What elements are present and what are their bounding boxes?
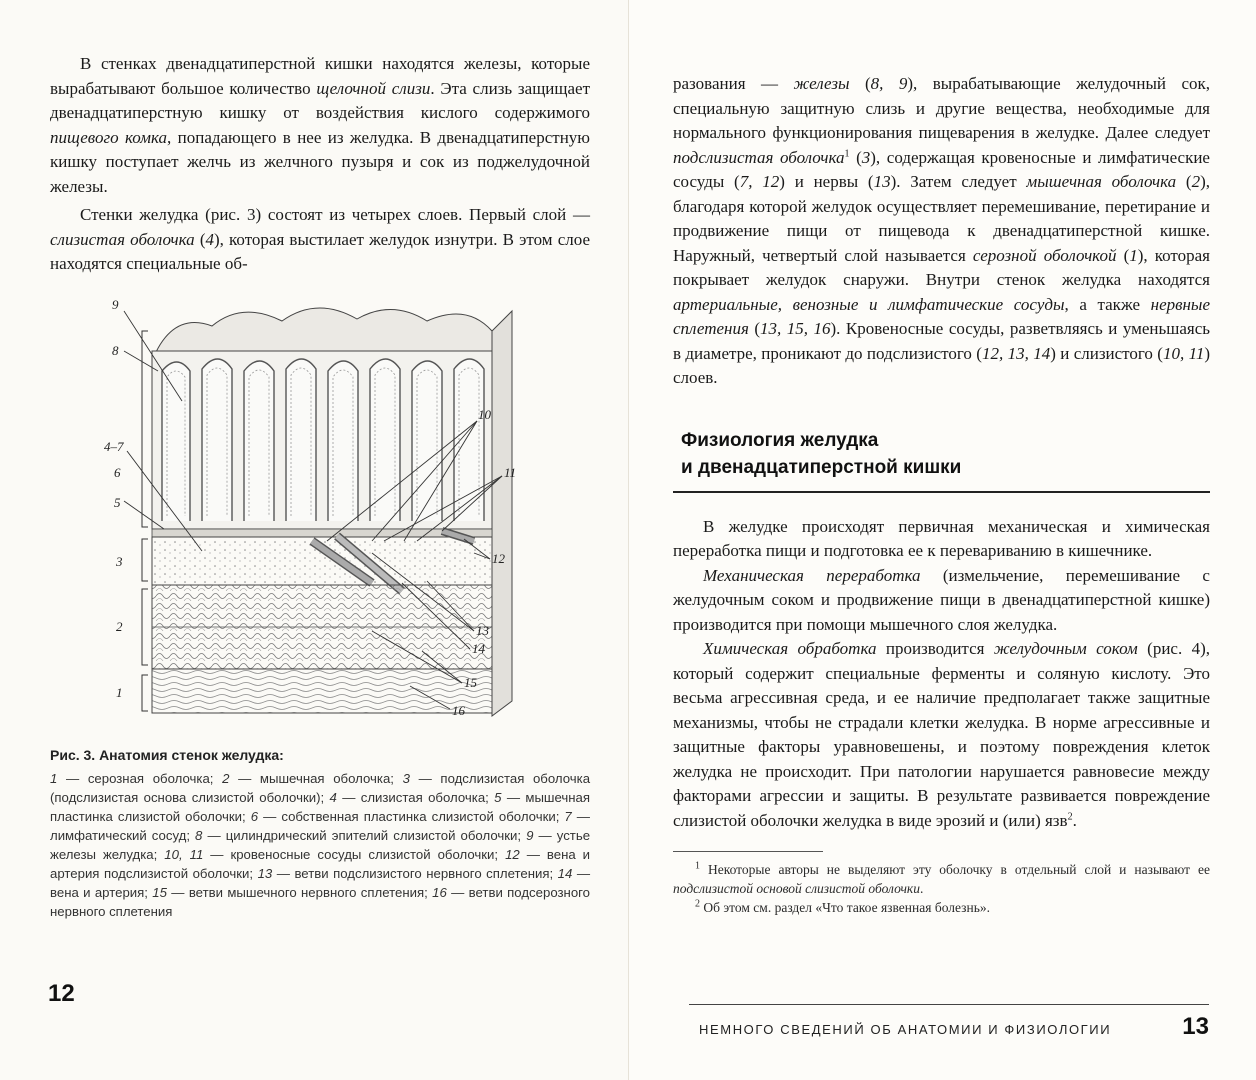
caption-item: 15 — ветви мышечного нервного сплетения	[152, 884, 425, 900]
caption-item-number: 8	[195, 827, 203, 843]
caption-item: 7 — лимфатический сосуд	[50, 808, 590, 843]
caption-item: 8 — цилиндрический эпителий слизистой оболочки	[195, 827, 518, 843]
caption-item: 16 — ветви подсерозного нервного сплетения	[50, 884, 591, 919]
caption-item-text: кровеносные сосуды слизистой оболочки	[230, 846, 495, 862]
right-page	[628, 0, 1256, 1080]
footnote-2: $^2$ Об этом см. раздел «Что такое язвенная болезнь».	[695, 898, 990, 915]
fig-label-9: 9	[112, 296, 119, 312]
fig-label-13: 13	[476, 622, 489, 638]
heading-line-1: Физиология желудка	[681, 429, 879, 451]
caption-item-text: серозная оболочка	[87, 770, 210, 786]
right-paragraph-1: разования — железы (8, 9), вырабатывающие желудочный сок, специальную защитную слизь и другие вещества, необходимые для нормального функционирования пищеварения в желудке. Далее следует подслизистая оболочка$^1$ (3), содержащая кровеносные и лимфатические сосуды (7, 12) и нервы (13). Затем следует мышечная оболочка (2), благодаря которой желудок осуществляет перемешивание, перетирание и продвижение пищи от пищевода к двенадцатиперстной кишке. Наружный, четвертый слой называется серозной оболочкой (1), которая покрывает желудок снаружи. Внутри стенок желудка находятся артериальные, венозные и лимфатические сосуды, а также нервные сплетения (13, 15, 16). Кровеносные сосуды, разветвляясь и уменьшаясь в диаметре, проникают до подслизистого (12, 13, 14) и слизистого (10, 11) слоев.	[673, 74, 1211, 387]
caption-item-text: подслизистая оболочка (подслизистая основа слизистой оболочки)	[50, 770, 591, 805]
heading-rule	[673, 491, 1210, 493]
caption-item-number: 12	[505, 846, 520, 862]
caption-item-text: цилиндрический эпителий слизистой оболочки	[225, 827, 518, 843]
caption-item-number: 9	[526, 827, 534, 843]
caption-item: 1 — серозная оболочка	[50, 770, 210, 786]
figure-caption-legend: 1 — серозная оболочка; 2 — мышечная оболочка; 3 — подслизистая оболочка (подслизистая основа слизистой оболочки); 4 — слизистая оболочка; 5 — мышечная пластинка слизистой оболочки; 6 — собственная пластинка слизистой оболочки; 7 — лимфатический сосуд; 8 — цилиндрический эпителий слизистой оболочки; 9 — устье железы желудка; 10, 11 — кровеносные сосуды слизистой оболочки; 12 — вена и артерия подслизистой оболочки; 13 — ветви подслизистого нервного сплетения; 14 — вена и артерия; 15 — ветви мышечного нервного сплетения; 16 — ветви подсерозного нервного сплетения	[50, 770, 591, 919]
caption-item-number: 14	[557, 865, 573, 881]
caption-item-text: слизистая оболочка	[360, 789, 486, 805]
footnotes-divider	[673, 851, 823, 852]
fig-label-14: 14	[472, 640, 485, 656]
fig-label-5: 5	[114, 494, 121, 510]
caption-item-number: 5	[494, 789, 502, 805]
caption-item: 2 — мышечная оболочка	[222, 770, 391, 786]
caption-item-number: 4	[329, 789, 337, 805]
caption-item-text: вена и артерия подслизистой оболочки	[50, 846, 591, 881]
caption-item-number: 13	[257, 865, 273, 881]
right-paragraph-3: Механическая переработка (измельчение, перемешивание с желудочным соком и продвижение пищи в двенадцатиперстной кишке) производится при помощи мышечного слоя желудка.	[673, 565, 1210, 634]
caption-item-number: 2	[222, 770, 230, 786]
page-number-right: 13	[1182, 1013, 1209, 1040]
caption-item: 14 — вена и артерия	[50, 865, 591, 900]
page-number-left: 12	[48, 980, 75, 1007]
caption-item-text: ветви подсерозного нервного сплетения	[50, 884, 591, 919]
fig-label-6: 6	[114, 464, 121, 480]
fig-label-8: 8	[112, 342, 119, 358]
fig-label-2: 2	[116, 618, 123, 634]
fig-label-15: 15	[464, 674, 477, 690]
footnote-1: $^1$ Некоторые авторы не выделяют эту оболочку в отдельный слой и называют ее подслизистой основой слизистой оболочки.	[673, 860, 1210, 896]
left-paragraph-2: Стенки желудка (рис. 3) состоят из четырех слоев. Первый слой — слизистая оболочка (4), которая выстилает желудок изнутри. В этом слое находятся специальные об-	[50, 205, 590, 273]
caption-item-number: 15	[152, 884, 167, 900]
fig-label-16: 16	[452, 702, 465, 718]
right-paragraph-4: Химическая обработка производится желудочным соком (рис. 4), который содержит специальные ферменты и соляную кислоту. Это весьма агрессивная среда, и ее наличие предполагает также защитные механизмы, чтобы не страдали клетки желудка. В норме агрессивные и защитные факторы уравновешены, и поэтому повреждения клеток желудка не происходит. При патологии нарушается равновесие между факторами агрессии и защиты. В результате развивается повреждение слизистой оболочки желудка в виде эрозий и (или) язв$^2$.	[673, 639, 1210, 830]
caption-item-text: собственная пластинка слизистой оболочки	[281, 808, 556, 824]
caption-item-number: 1	[50, 770, 58, 786]
caption-item: 13 — ветви подслизистого нервного сплетения	[257, 865, 550, 881]
fig-label-11: 11	[504, 464, 517, 480]
caption-item: 4 — слизистая оболочка	[329, 789, 486, 805]
right-paragraph-2: В желудке происходят первичная механическая и химическая переработка пищи и подготовка ее к перевариванию в кишечнике.	[673, 516, 1210, 560]
caption-item-text: ветви подслизистого нервного сплетения	[294, 865, 550, 881]
stomach-wall-figure	[72, 291, 572, 739]
fig-label-12: 12	[492, 550, 505, 566]
caption-item: 6 — собственная пластинка слизистой оболочки	[250, 808, 556, 824]
fig-label-10: 10	[478, 406, 491, 422]
caption-item-number: 10, 11	[164, 846, 204, 862]
running-title: НЕМНОГО СВЕДЕНИЙ ОБ АНАТОМИИ И ФИЗИОЛОГИИ	[699, 1022, 1112, 1037]
caption-item-text: мышечная пластинка слизистой оболочки	[50, 789, 591, 824]
fig-label-4-7: 4–7	[104, 438, 124, 454]
caption-item-number: 3	[402, 770, 410, 786]
figure-caption-title: Рис. 3. Анатомия стенок желудка:	[50, 746, 284, 763]
caption-item: 3 — подслизистая оболочка (подслизистая основа слизистой оболочки)	[50, 770, 591, 805]
caption-item-text: вена и артерия	[50, 884, 145, 900]
section-heading	[673, 427, 1210, 481]
caption-item-number: 7	[564, 808, 572, 824]
caption-item-number: 16	[432, 884, 447, 900]
caption-item: 9 — устье железы желудка	[50, 827, 591, 862]
stomach-wall-illustration	[72, 291, 572, 739]
caption-item-text: мышечная оболочка	[259, 770, 391, 786]
caption-item-text: ветви мышечного нервного сплетения	[188, 884, 425, 900]
caption-item-text: устье железы желудка	[50, 827, 591, 862]
fig-label-1: 1	[116, 684, 123, 700]
caption-item-number: 6	[250, 808, 259, 824]
caption-item-text: лимфатический сосуд	[50, 827, 187, 843]
heading-line-2: и двенадцатиперстной кишки	[681, 456, 962, 478]
caption-item: 5 — мышечная пластинка слизистой оболочки	[50, 789, 591, 824]
running-footer	[689, 1004, 1209, 1041]
caption-item: 10, 11 — кровеносные сосуды слизистой оболочки	[164, 846, 495, 862]
caption-item: 12 — вена и артерия подслизистой оболочки	[50, 846, 591, 881]
left-paragraph-1: В стенках двенадцатиперстной кишки находятся железы, которые вырабатывают большое количество щелочной слизи. Эта слизь защищает двенадцатиперстную кишку от воздействия кислого содержимого пищевого комка, попадающего в нее из желудка. В двенадцатиперстную кишку поступает желчь из желчного пузыря и сок из поджелудочной железы.	[50, 54, 590, 196]
fig-label-3: 3	[116, 553, 123, 569]
